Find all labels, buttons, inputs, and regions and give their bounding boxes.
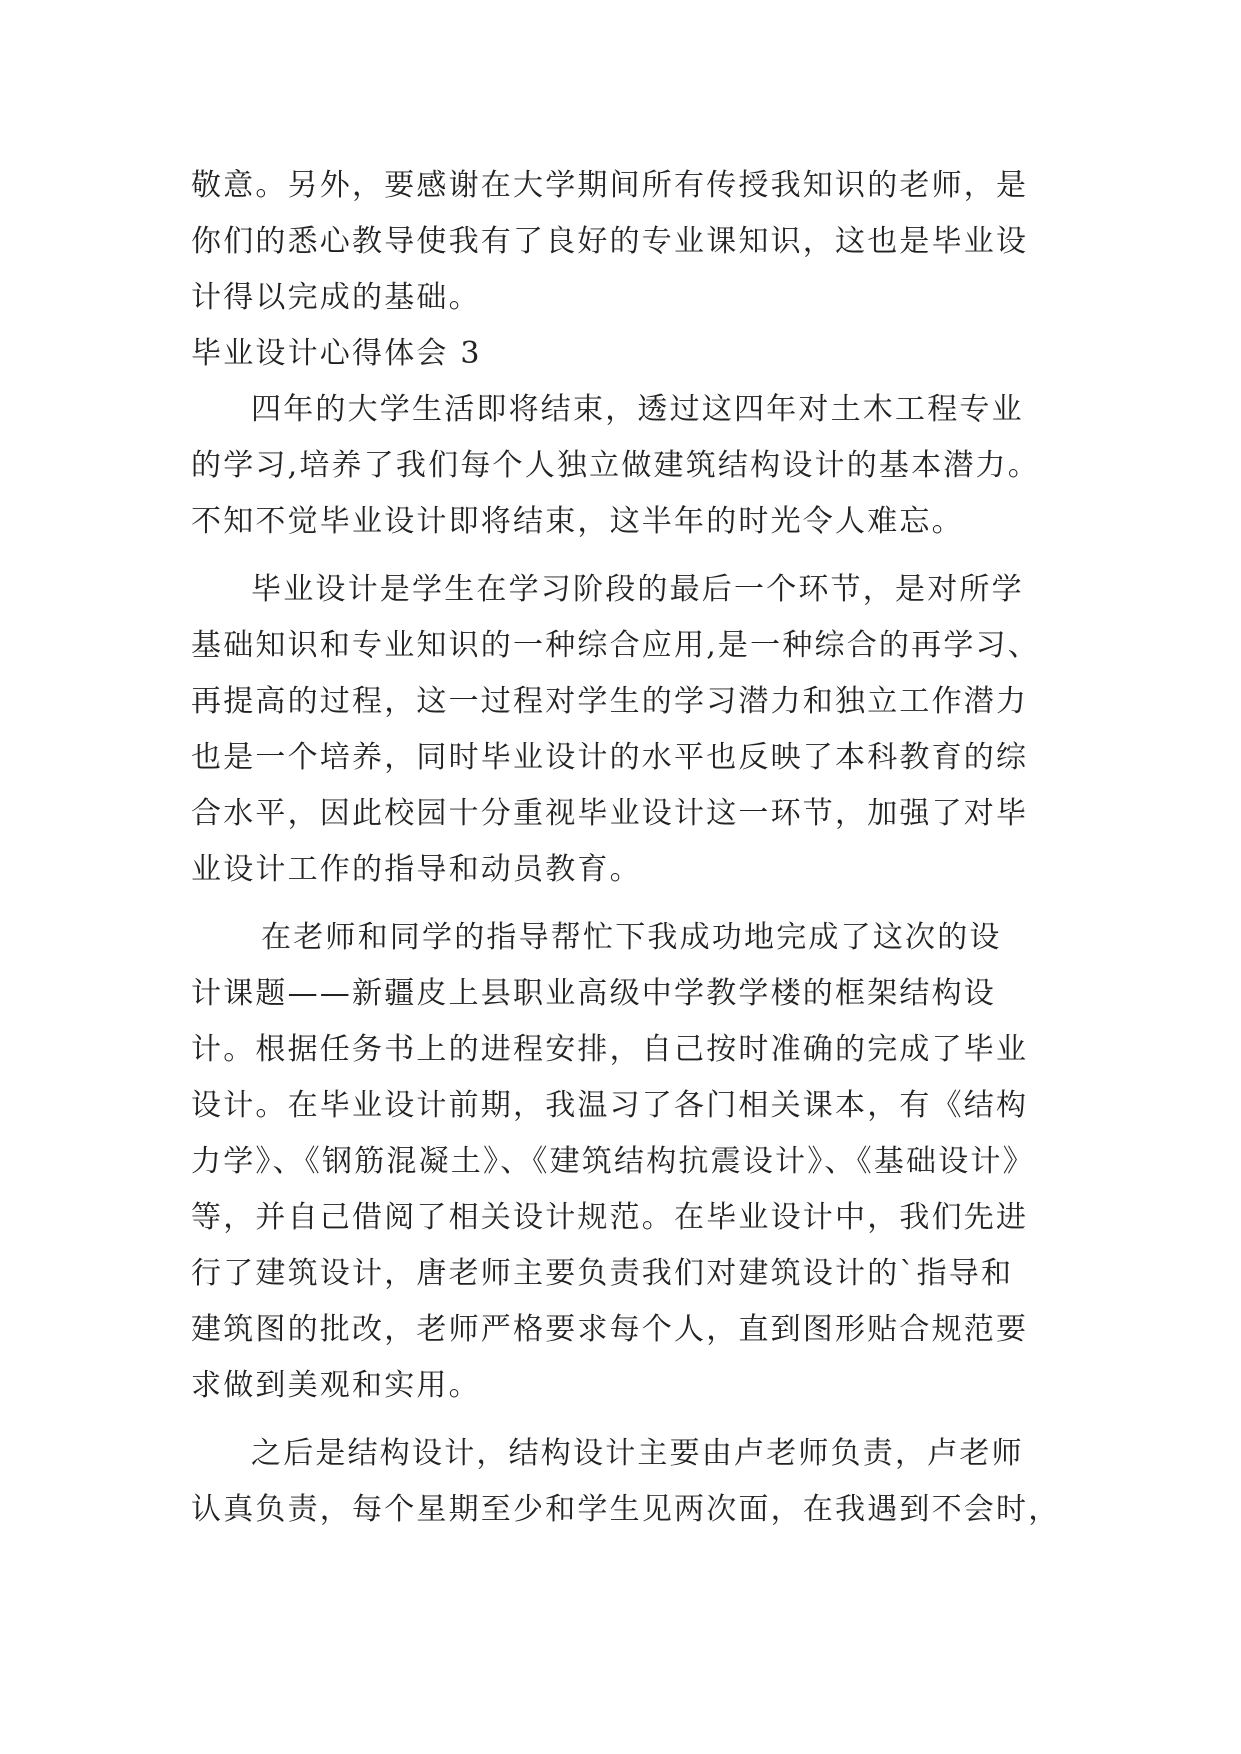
text-line: 设计。在毕业设计前期，我温习了各门相关课本，有《结构 — [191, 1088, 1029, 1123]
text-line: 行了建筑设计，唐老师主要负责我们对建筑设计的`指导和 — [191, 1256, 1014, 1291]
text-line: 再提高的过程，这一过程对学生的学习潜力和独立工作潜力 — [191, 684, 1029, 719]
section-heading: 毕业设计心得体会 3 — [191, 336, 482, 371]
text-line: 力学》、《钢筋混凝土》、《建筑结构抗震设计》、《基础设计》 — [191, 1144, 1035, 1179]
text-line: 合水平，因此校园十分重视毕业设计这一环节，加强了对毕 — [191, 796, 1029, 831]
text-line: 在老师和同学的指导帮忙下我成功地完成了这次的设 — [261, 920, 1002, 955]
text-line: 的学习,培养了我们每个人独立做建筑结构设计的基本潜力。 — [191, 448, 1040, 483]
document-body — [191, 158, 1061, 1538]
text-line: 计课题——新疆皮上县职业高级中学教学楼的框架结构设 — [191, 976, 996, 1011]
text-line: 等，并自己借阅了相关设计规范。在毕业设计中，我们先进 — [191, 1200, 1029, 1235]
text-line: 你们的悉心教导使我有了良好的专业课知识，这也是毕业设 — [191, 224, 1029, 259]
text-line: 基础知识和专业知识的一种综合应用,是一种综合的再学习、 — [191, 628, 1040, 663]
text-line: 业设计工作的指导和动员教育。 — [191, 852, 642, 887]
text-line: 不知不觉毕业设计即将结束，这半年的时光令人难忘。 — [191, 504, 964, 539]
text-line: 也是一个培养，同时毕业设计的水平也反映了本科教育的综 — [191, 740, 1029, 775]
text-line: 计。根据任务书上的进程安排，自己按时准确的完成了毕业 — [191, 1032, 1029, 1067]
text-line: 计得以完成的基础。 — [191, 280, 481, 315]
text-line: 建筑图的批改，老师严格要求每个人，直到图形贴合规范要 — [191, 1312, 1029, 1347]
text-line: 四年的大学生活即将结束，透过这四年对土木工程专业 — [251, 392, 1024, 427]
text-line: 敬意。另外，要感谢在大学期间所有传授我知识的老师，是 — [191, 168, 1029, 203]
text-line: 毕业设计是学生在学习阶段的最后一个环节，是对所学 — [251, 572, 1024, 607]
text-line: 之后是结构设计，结构设计主要由卢老师负责，卢老师 — [251, 1436, 1024, 1471]
text-line: 求做到美观和实用。 — [191, 1368, 481, 1403]
text-line: 认真负责，每个星期至少和学生见两次面，在我遇到不会时， — [191, 1492, 1061, 1527]
